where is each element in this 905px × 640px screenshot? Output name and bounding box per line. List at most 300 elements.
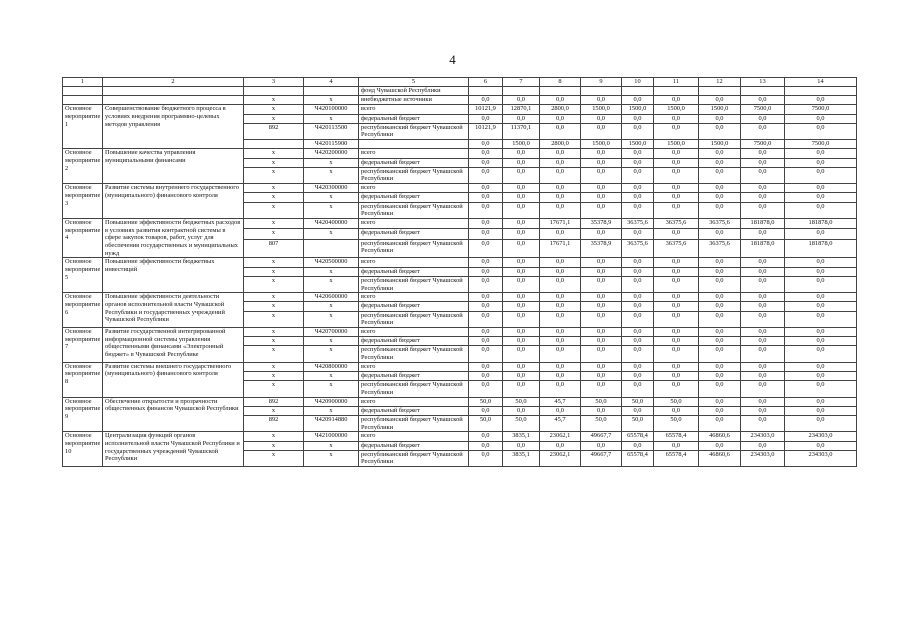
funding-source-cell: всего xyxy=(359,105,469,114)
budget-code-cell xyxy=(304,239,359,258)
value-cell: 0,0 xyxy=(741,229,785,239)
value-cell: 7500,0 xyxy=(785,105,857,114)
funding-source-cell: федеральный бюджет xyxy=(359,371,469,380)
value-cell: 0,0 xyxy=(741,158,785,167)
value-cell: 36375,6 xyxy=(622,218,654,228)
value-cell: 234303,0 xyxy=(741,432,785,441)
value-cell: 0,0 xyxy=(622,258,654,267)
value-cell: 0,0 xyxy=(785,327,857,336)
value-cell: 0,0 xyxy=(540,371,581,380)
value-cell: 0,0 xyxy=(741,441,785,450)
value-cell: 0,0 xyxy=(622,381,654,397)
value-cell: 0,0 xyxy=(540,158,581,167)
value-cell: 0,0 xyxy=(785,406,857,415)
value-cell: 0,0 xyxy=(741,184,785,193)
value-cell: 0,0 xyxy=(699,311,741,327)
value-cell: 0,0 xyxy=(540,441,581,450)
measure-description-cell xyxy=(103,96,244,105)
value-cell: 0,0 xyxy=(785,381,857,397)
value-cell: 1500,0 xyxy=(622,105,654,114)
table-row xyxy=(63,218,857,228)
value-cell: 0,0 xyxy=(469,158,503,167)
value-cell: 0,0 xyxy=(503,346,540,362)
table-row xyxy=(63,87,857,96)
page-number: 4 xyxy=(449,52,456,67)
value-cell: 0,0 xyxy=(654,114,699,123)
value-cell: 0,0 xyxy=(654,406,699,415)
col-head-3: 3 xyxy=(244,78,304,87)
value-cell: 0,0 xyxy=(741,362,785,371)
value-cell: 0,0 xyxy=(699,229,741,239)
value-cell: 0,0 xyxy=(741,327,785,336)
value-cell: 2800,0 xyxy=(540,105,581,114)
measure-label-cell: Основное мероприятие 1 xyxy=(63,105,103,149)
funding-source-cell: федеральный бюджет xyxy=(359,302,469,311)
admin-code-cell: х xyxy=(244,276,304,292)
value-cell: 0,0 xyxy=(540,123,581,139)
table-row xyxy=(63,149,857,158)
value-cell: 234303,0 xyxy=(785,450,857,466)
value-cell: 0,0 xyxy=(622,302,654,311)
measure-label-cell: Основное мероприятие 3 xyxy=(63,184,103,219)
value-cell: 36375,6 xyxy=(654,239,699,258)
value-cell: 0,0 xyxy=(741,381,785,397)
funding-source-cell: всего xyxy=(359,327,469,336)
measure-label-cell: Основное мероприятие 4 xyxy=(63,218,103,258)
value-cell: 12870,1 xyxy=(503,105,540,114)
value-cell: 0,0 xyxy=(503,267,540,276)
col-head-4: 4 xyxy=(304,78,359,87)
value-cell: 0,0 xyxy=(622,337,654,346)
budget-code-cell: х xyxy=(304,406,359,415)
admin-code-cell: х xyxy=(244,149,304,158)
value-cell: 50,0 xyxy=(503,415,540,431)
admin-code-cell: 892 xyxy=(244,397,304,406)
admin-code-cell: х xyxy=(244,381,304,397)
col-head-5: 5 xyxy=(359,78,469,87)
value-cell: 0,0 xyxy=(622,311,654,327)
value-cell: 50,0 xyxy=(469,415,503,431)
value-cell xyxy=(581,87,622,96)
budget-code-cell: Ч420200000 xyxy=(304,149,359,158)
value-cell: 0,0 xyxy=(785,441,857,450)
value-cell: 0,0 xyxy=(654,158,699,167)
value-cell: 1500,0 xyxy=(622,140,654,149)
budget-code-cell: Ч420400000 xyxy=(304,218,359,228)
funding-source-cell: республиканский бюджет Чувашской Республики xyxy=(359,450,469,466)
value-cell: 0,0 xyxy=(622,193,654,202)
value-cell: 0,0 xyxy=(540,114,581,123)
value-cell: 3835,1 xyxy=(503,432,540,441)
value-cell: 0,0 xyxy=(581,267,622,276)
value-cell: 45,7 xyxy=(540,415,581,431)
value-cell: 0,0 xyxy=(469,450,503,466)
value-cell: 0,0 xyxy=(654,293,699,302)
value-cell: 0,0 xyxy=(540,381,581,397)
value-cell: 0,0 xyxy=(699,406,741,415)
value-cell: 0,0 xyxy=(741,397,785,406)
value-cell: 181878,0 xyxy=(741,239,785,258)
value-cell: 0,0 xyxy=(741,193,785,202)
value-cell: 0,0 xyxy=(699,193,741,202)
value-cell: 0,0 xyxy=(622,202,654,218)
value-cell: 0,0 xyxy=(699,158,741,167)
value-cell: 36375,6 xyxy=(622,239,654,258)
admin-code-cell: х xyxy=(244,406,304,415)
value-cell: 0,0 xyxy=(741,267,785,276)
value-cell: 50,0 xyxy=(581,415,622,431)
funding-source-cell: федеральный бюджет xyxy=(359,193,469,202)
value-cell: 46860,6 xyxy=(699,450,741,466)
admin-code-cell: х xyxy=(244,267,304,276)
value-cell: 0,0 xyxy=(503,149,540,158)
value-cell: 0,0 xyxy=(581,381,622,397)
value-cell: 0,0 xyxy=(503,167,540,183)
budget-code-cell: Ч420600000 xyxy=(304,293,359,302)
admin-code-cell: х xyxy=(244,441,304,450)
measure-description-cell: Повышение эффективности деятельности органов исполнительной власти Чувашской Республики и государственных учреждений Чувашской Республики xyxy=(103,293,244,328)
value-cell: 0,0 xyxy=(469,362,503,371)
value-cell: 0,0 xyxy=(469,140,503,149)
value-cell: 0,0 xyxy=(540,258,581,267)
value-cell: 0,0 xyxy=(469,229,503,239)
value-cell: 0,0 xyxy=(622,327,654,336)
value-cell xyxy=(785,87,857,96)
value-cell: 0,0 xyxy=(469,218,503,228)
funding-source-cell: всего xyxy=(359,218,469,228)
measure-description-cell: Обеспечение открытости и прозрачности общественных финансов Чувашской Республики xyxy=(103,397,244,432)
table-row xyxy=(63,258,857,267)
value-cell: 0,0 xyxy=(785,258,857,267)
value-cell: 0,0 xyxy=(741,167,785,183)
budget-code-cell: Ч420113500 xyxy=(304,123,359,139)
value-cell: 0,0 xyxy=(581,167,622,183)
budget-code-cell: х xyxy=(304,441,359,450)
value-cell: 0,0 xyxy=(581,158,622,167)
value-cell: 0,0 xyxy=(785,167,857,183)
value-cell: 0,0 xyxy=(654,311,699,327)
value-cell: 0,0 xyxy=(785,337,857,346)
value-cell: 0,0 xyxy=(469,293,503,302)
budget-code-cell: Ч420900000 xyxy=(304,397,359,406)
col-head-10: 10 xyxy=(622,78,654,87)
value-cell: 50,0 xyxy=(654,397,699,406)
value-cell: 49667,7 xyxy=(581,432,622,441)
value-cell: 36375,6 xyxy=(654,218,699,228)
value-cell: 0,0 xyxy=(503,362,540,371)
measure-description-cell: Развитие системы внутреннего государственного (муниципального) финансового контроля xyxy=(103,184,244,219)
value-cell: 0,0 xyxy=(540,96,581,105)
value-cell: 0,0 xyxy=(699,202,741,218)
value-cell: 0,0 xyxy=(581,311,622,327)
value-cell: 10121,9 xyxy=(469,105,503,114)
value-cell: 3835,1 xyxy=(503,450,540,466)
budget-code-cell: х xyxy=(304,450,359,466)
value-cell: 0,0 xyxy=(540,167,581,183)
value-cell: 50,0 xyxy=(503,397,540,406)
budget-code-cell: Ч420914880 xyxy=(304,415,359,431)
funding-source-cell: всего xyxy=(359,362,469,371)
value-cell: 65578,4 xyxy=(654,450,699,466)
value-cell: 17671,1 xyxy=(540,218,581,228)
value-cell: 0,0 xyxy=(785,397,857,406)
col-head-9: 9 xyxy=(581,78,622,87)
value-cell: 0,0 xyxy=(785,229,857,239)
value-cell: 0,0 xyxy=(469,311,503,327)
funding-source-cell: республиканский бюджет Чувашской Республики xyxy=(359,346,469,362)
col-head-7: 7 xyxy=(503,78,540,87)
table-row xyxy=(63,432,857,441)
value-cell: 0,0 xyxy=(622,267,654,276)
value-cell xyxy=(699,87,741,96)
value-cell: 0,0 xyxy=(654,381,699,397)
value-cell xyxy=(741,87,785,96)
value-cell: 0,0 xyxy=(654,167,699,183)
admin-code-cell: х xyxy=(244,158,304,167)
budget-code-cell: х xyxy=(304,337,359,346)
table-row xyxy=(63,327,857,336)
admin-code-cell: х xyxy=(244,193,304,202)
funding-source-cell: республиканский бюджет Чувашской Республики xyxy=(359,415,469,431)
budget-code-cell: х xyxy=(304,346,359,362)
funding-source-cell: федеральный бюджет xyxy=(359,441,469,450)
funding-source-cell: фонд Чувашской Республики xyxy=(359,87,469,96)
value-cell: 0,0 xyxy=(581,96,622,105)
table-body xyxy=(63,87,857,467)
value-cell: 0,0 xyxy=(469,258,503,267)
value-cell xyxy=(654,87,699,96)
value-cell: 45,7 xyxy=(540,397,581,406)
value-cell: 7500,0 xyxy=(741,105,785,114)
admin-code-cell: х xyxy=(244,362,304,371)
value-cell: 0,0 xyxy=(540,184,581,193)
value-cell: 0,0 xyxy=(741,311,785,327)
value-cell: 0,0 xyxy=(741,276,785,292)
value-cell: 17671,1 xyxy=(540,239,581,258)
measure-description-cell: Повышение качества управления муниципальными финансами xyxy=(103,149,244,184)
value-cell: 0,0 xyxy=(503,381,540,397)
budget-code-cell xyxy=(304,87,359,96)
value-cell: 0,0 xyxy=(469,406,503,415)
value-cell: 0,0 xyxy=(654,193,699,202)
value-cell: 0,0 xyxy=(540,406,581,415)
value-cell: 0,0 xyxy=(503,302,540,311)
value-cell: 0,0 xyxy=(503,218,540,228)
budget-code-cell: х xyxy=(304,311,359,327)
value-cell: 0,0 xyxy=(469,267,503,276)
value-cell: 0,0 xyxy=(654,149,699,158)
funding-table xyxy=(62,77,857,467)
value-cell: 0,0 xyxy=(622,293,654,302)
measure-description-cell: Развитие системы внешнего государственного (муниципального) финансового контроля xyxy=(103,362,244,397)
value-cell: 0,0 xyxy=(785,311,857,327)
value-cell: 50,0 xyxy=(654,415,699,431)
value-cell: 0,0 xyxy=(581,202,622,218)
measure-label-cell: Основное мероприятие 9 xyxy=(63,397,103,432)
funding-source-cell: всего xyxy=(359,184,469,193)
value-cell xyxy=(540,87,581,96)
value-cell: 0,0 xyxy=(469,239,503,258)
value-cell: 65578,4 xyxy=(622,432,654,441)
value-cell: 23062,1 xyxy=(540,432,581,441)
budget-code-cell: х xyxy=(304,193,359,202)
value-cell: 1500,0 xyxy=(699,105,741,114)
table-row xyxy=(63,362,857,371)
value-cell: 0,0 xyxy=(785,302,857,311)
value-cell: 0,0 xyxy=(469,167,503,183)
value-cell: 0,0 xyxy=(469,381,503,397)
value-cell: 0,0 xyxy=(540,362,581,371)
value-cell: 234303,0 xyxy=(785,432,857,441)
value-cell: 0,0 xyxy=(785,415,857,431)
admin-code-cell: х xyxy=(244,258,304,267)
value-cell: 10121,9 xyxy=(469,123,503,139)
value-cell: 0,0 xyxy=(699,362,741,371)
value-cell: 0,0 xyxy=(699,371,741,380)
value-cell xyxy=(622,87,654,96)
value-cell: 0,0 xyxy=(503,96,540,105)
funding-source-cell: всего xyxy=(359,293,469,302)
value-cell: 0,0 xyxy=(699,441,741,450)
admin-code-cell: х xyxy=(244,371,304,380)
funding-source-cell: федеральный бюджет xyxy=(359,406,469,415)
col-head-14: 14 xyxy=(785,78,857,87)
value-cell: 0,0 xyxy=(503,276,540,292)
funding-source-cell: всего xyxy=(359,149,469,158)
funding-source-cell: всего xyxy=(359,432,469,441)
value-cell: 0,0 xyxy=(785,362,857,371)
admin-code-cell: 807 xyxy=(244,239,304,258)
value-cell: 0,0 xyxy=(469,193,503,202)
value-cell: 0,0 xyxy=(469,202,503,218)
value-cell: 0,0 xyxy=(654,327,699,336)
value-cell: 0,0 xyxy=(741,123,785,139)
funding-source-cell: федеральный бюджет xyxy=(359,229,469,239)
measure-description-cell: Совершенствование бюджетного процесса в условиях внедрения программно-целевых методов управления xyxy=(103,105,244,149)
value-cell: 0,0 xyxy=(469,302,503,311)
budget-code-cell: Ч420700000 xyxy=(304,327,359,336)
funding-source-cell: республиканский бюджет Чувашской Республики xyxy=(359,239,469,258)
value-cell: 0,0 xyxy=(581,229,622,239)
value-cell: 0,0 xyxy=(581,276,622,292)
admin-code-cell: х xyxy=(244,293,304,302)
value-cell: 0,0 xyxy=(581,193,622,202)
value-cell: 0,0 xyxy=(622,158,654,167)
budget-code-cell: х xyxy=(304,158,359,167)
value-cell: 1500,0 xyxy=(581,105,622,114)
value-cell: 50,0 xyxy=(469,397,503,406)
value-cell: 1500,0 xyxy=(654,140,699,149)
value-cell: 0,0 xyxy=(503,184,540,193)
value-cell: 50,0 xyxy=(622,415,654,431)
funding-source-cell: всего xyxy=(359,397,469,406)
value-cell: 0,0 xyxy=(699,114,741,123)
value-cell: 0,0 xyxy=(699,346,741,362)
value-cell: 0,0 xyxy=(654,258,699,267)
value-cell: 0,0 xyxy=(654,337,699,346)
value-cell: 0,0 xyxy=(540,293,581,302)
admin-code-cell: х xyxy=(244,229,304,239)
budget-code-cell: х xyxy=(304,371,359,380)
value-cell: 181878,0 xyxy=(741,218,785,228)
admin-code-cell: х xyxy=(244,96,304,105)
value-cell: 0,0 xyxy=(654,441,699,450)
admin-code-cell: х xyxy=(244,202,304,218)
value-cell: 0,0 xyxy=(785,123,857,139)
value-cell: 0,0 xyxy=(622,229,654,239)
value-cell: 0,0 xyxy=(622,149,654,158)
value-cell: 49667,7 xyxy=(581,450,622,466)
measure-label-cell: Основное мероприятие 6 xyxy=(63,293,103,328)
value-cell: 0,0 xyxy=(699,184,741,193)
value-cell: 0,0 xyxy=(654,276,699,292)
value-cell: 0,0 xyxy=(785,96,857,105)
value-cell: 0,0 xyxy=(581,258,622,267)
value-cell: 0,0 xyxy=(785,276,857,292)
value-cell: 0,0 xyxy=(581,293,622,302)
value-cell: 0,0 xyxy=(503,158,540,167)
value-cell: 0,0 xyxy=(622,123,654,139)
value-cell: 36375,6 xyxy=(699,218,741,228)
value-cell: 35378,9 xyxy=(581,218,622,228)
value-cell: 0,0 xyxy=(741,346,785,362)
budget-code-cell: х xyxy=(304,276,359,292)
col-head-12: 12 xyxy=(699,78,741,87)
value-cell: 0,0 xyxy=(699,293,741,302)
value-cell: 0,0 xyxy=(622,184,654,193)
value-cell: 0,0 xyxy=(503,441,540,450)
budget-code-cell: х xyxy=(304,202,359,218)
value-cell: 7500,0 xyxy=(741,140,785,149)
value-cell: 0,0 xyxy=(785,184,857,193)
funding-source-cell: всего xyxy=(359,258,469,267)
value-cell: 0,0 xyxy=(622,346,654,362)
value-cell: 50,0 xyxy=(581,397,622,406)
value-cell: 0,0 xyxy=(540,311,581,327)
value-cell: 0,0 xyxy=(581,406,622,415)
table-row xyxy=(63,105,857,114)
value-cell: 0,0 xyxy=(581,184,622,193)
value-cell: 0,0 xyxy=(503,327,540,336)
measure-description-cell xyxy=(103,87,244,96)
funding-source-cell: республиканский бюджет Чувашской Республики xyxy=(359,167,469,183)
value-cell: 0,0 xyxy=(469,441,503,450)
funding-source-cell: республиканский бюджет Чувашской Республики xyxy=(359,311,469,327)
value-cell: 0,0 xyxy=(469,276,503,292)
admin-code-cell: х xyxy=(244,327,304,336)
value-cell: 0,0 xyxy=(654,123,699,139)
table-row xyxy=(63,293,857,302)
value-cell: 11370,1 xyxy=(503,123,540,139)
value-cell: 0,0 xyxy=(622,371,654,380)
value-cell: 0,0 xyxy=(654,229,699,239)
value-cell: 0,0 xyxy=(741,415,785,431)
admin-code-cell xyxy=(244,140,304,149)
col-head-13: 13 xyxy=(741,78,785,87)
value-cell: 0,0 xyxy=(540,267,581,276)
table-row xyxy=(63,96,857,105)
admin-code-cell: х xyxy=(244,105,304,114)
value-cell: 0,0 xyxy=(699,415,741,431)
value-cell: 0,0 xyxy=(654,184,699,193)
value-cell: 0,0 xyxy=(581,327,622,336)
value-cell: 0,0 xyxy=(785,158,857,167)
admin-code-cell: х xyxy=(244,311,304,327)
value-cell: 0,0 xyxy=(654,371,699,380)
value-cell: 0,0 xyxy=(503,258,540,267)
budget-code-cell: Ч420300000 xyxy=(304,184,359,193)
value-cell: 0,0 xyxy=(540,229,581,239)
